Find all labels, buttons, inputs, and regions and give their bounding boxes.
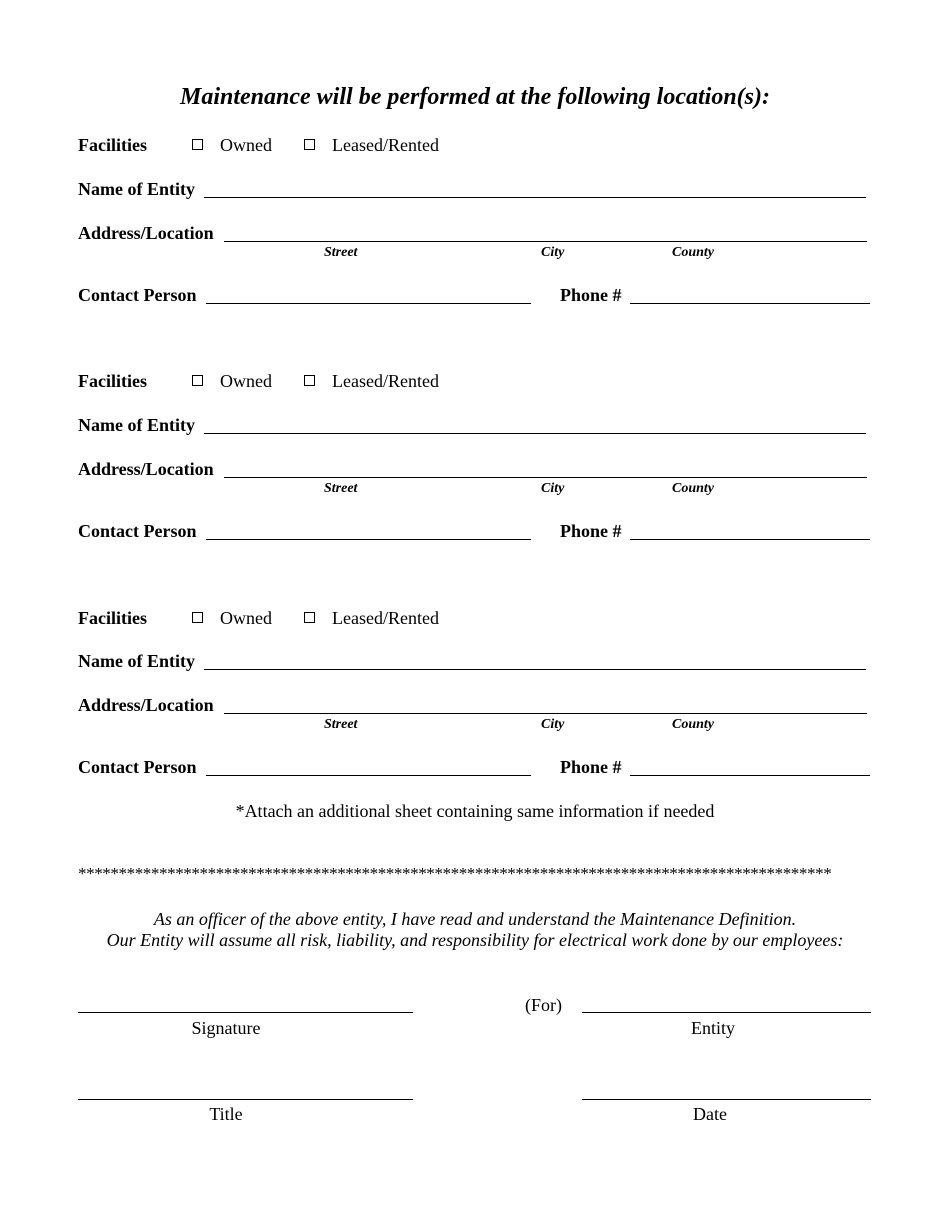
city-caption: City xyxy=(541,245,565,260)
address-field[interactable] xyxy=(224,241,867,242)
leased-checkbox[interactable] xyxy=(304,375,315,386)
owned-label: Owned xyxy=(220,608,272,628)
county-caption: County xyxy=(672,717,715,732)
entity-field[interactable] xyxy=(204,669,866,670)
owned-checkbox[interactable] xyxy=(192,139,203,150)
date-field[interactable] xyxy=(582,1099,871,1100)
entity-field[interactable] xyxy=(204,433,866,434)
entity-label: Name of Entity xyxy=(78,179,195,199)
facilities-label: Facilities xyxy=(78,135,147,155)
phone-field[interactable] xyxy=(630,775,870,776)
address-label: Address/Location xyxy=(78,223,214,243)
contact-field[interactable] xyxy=(206,775,531,776)
phone-field[interactable] xyxy=(630,303,870,304)
entity-caption: Entity xyxy=(691,1018,735,1038)
owned-label: Owned xyxy=(220,135,272,155)
signature-caption: Signature xyxy=(191,1018,261,1038)
street-caption: Street xyxy=(324,481,358,496)
date-caption: Date xyxy=(693,1104,727,1124)
attach-note: *Attach an additional sheet containing same information if needed xyxy=(235,801,715,821)
contact-label: Contact Person xyxy=(78,285,197,305)
for-label: (For) xyxy=(525,995,562,1015)
phone-label: Phone # xyxy=(560,521,622,541)
address-label: Address/Location xyxy=(78,695,214,715)
phone-label: Phone # xyxy=(560,757,622,777)
street-caption: Street xyxy=(324,245,358,260)
leased-checkbox[interactable] xyxy=(304,139,315,150)
street-caption: Street xyxy=(324,717,358,732)
statement-line-2: Our Entity will assume all risk, liability, and responsibility for electrical work done by our employees: xyxy=(106,930,844,950)
page-title: Maintenance will be performed at the following location(s): xyxy=(180,84,770,110)
address-field[interactable] xyxy=(224,713,867,714)
city-caption: City xyxy=(541,481,565,496)
phone-field[interactable] xyxy=(630,539,870,540)
city-caption: City xyxy=(541,717,565,732)
contact-label: Contact Person xyxy=(78,521,197,541)
leased-label: Leased/Rented xyxy=(332,608,439,628)
contact-field[interactable] xyxy=(206,539,531,540)
contact-label: Contact Person xyxy=(78,757,197,777)
contact-field[interactable] xyxy=(206,303,531,304)
owned-checkbox[interactable] xyxy=(192,375,203,386)
owned-label: Owned xyxy=(220,371,272,391)
entity-label: Name of Entity xyxy=(78,415,195,435)
facilities-label: Facilities xyxy=(78,371,147,391)
title-field[interactable] xyxy=(78,1099,413,1100)
title-caption: Title xyxy=(209,1104,243,1124)
address-field[interactable] xyxy=(224,477,867,478)
county-caption: County xyxy=(672,481,715,496)
signature-field[interactable] xyxy=(78,1012,413,1013)
owned-checkbox[interactable] xyxy=(192,612,203,623)
entity-signature-field[interactable] xyxy=(582,1012,871,1013)
facilities-label: Facilities xyxy=(78,608,147,628)
entity-label: Name of Entity xyxy=(78,651,195,671)
statement-line-1: As an officer of the above entity, I have read and understand the Maintenance Definition. xyxy=(153,909,797,929)
separator: ********************************************************************************************* xyxy=(78,864,832,883)
phone-label: Phone # xyxy=(560,285,622,305)
county-caption: County xyxy=(672,245,715,260)
leased-checkbox[interactable] xyxy=(304,612,315,623)
leased-label: Leased/Rented xyxy=(332,371,439,391)
leased-label: Leased/Rented xyxy=(332,135,439,155)
entity-field[interactable] xyxy=(204,197,866,198)
address-label: Address/Location xyxy=(78,459,214,479)
